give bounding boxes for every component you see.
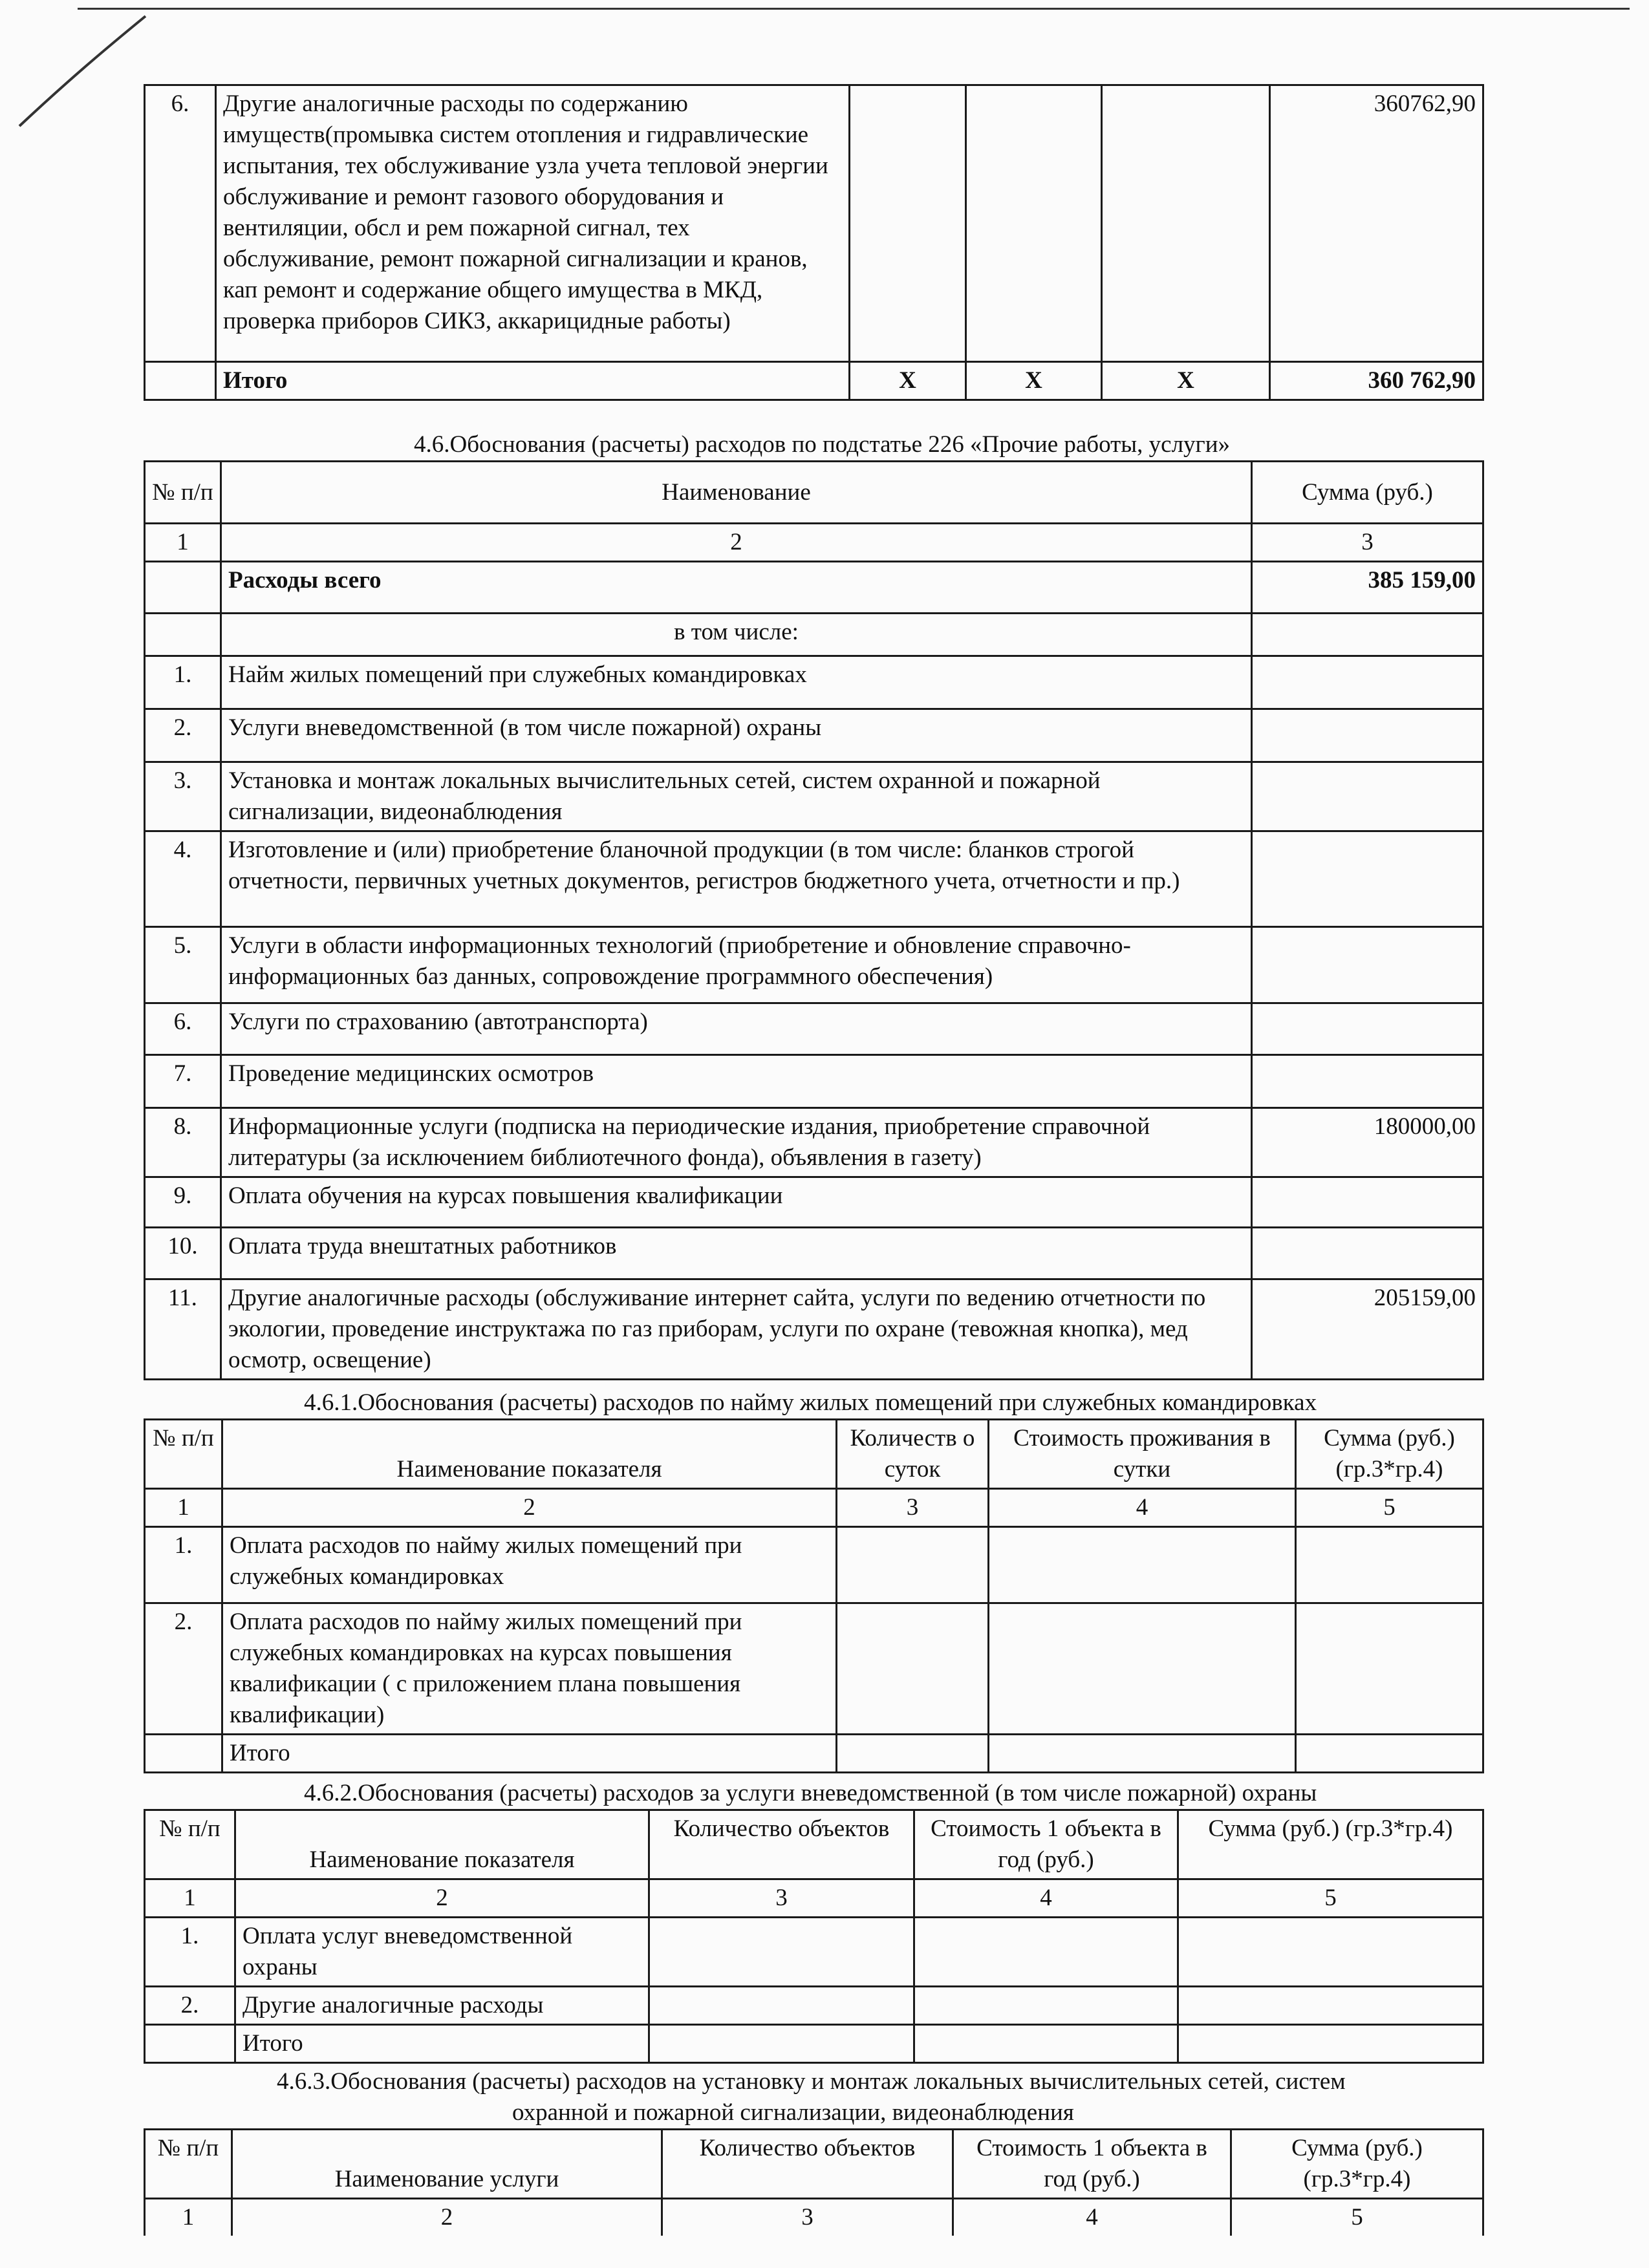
header-quantity: Количество объектов xyxy=(649,1810,914,1879)
total-row xyxy=(145,1735,1483,1773)
header-cost: Стоимость проживания в сутки xyxy=(989,1420,1296,1489)
section-title-4-6-1: 4.6.1.Обоснования (расчеты) расходов по найму жилых помещений при служебных командировках xyxy=(304,1389,1317,1416)
col-index: 4 xyxy=(989,1489,1296,1527)
pen-mark-icon xyxy=(13,6,155,136)
col-index: 3 xyxy=(649,1879,914,1918)
col-index: 2 xyxy=(221,524,1252,562)
col-index: 5 xyxy=(1178,1879,1483,1918)
col-index: 2 xyxy=(222,1489,837,1527)
header-name: Наименование показателя xyxy=(235,1810,649,1879)
col-index: 1 xyxy=(145,524,221,562)
row-name: Другие аналогичные расходы по содержанию имуществ(промывка систем отопления и гидравлические испытания, тех обслуживание узла учета тепловой энергии обслуживание и ремонт газового оборудования и вентиляции, обсл и рем пожарной сигнал, тех обслуживание, ремонт пожарной сигнализации и кранов, кап ремонт и содержание общего имущества в МКД, проверка приборов СИКЗ, аккарицидные работы) xyxy=(216,85,850,362)
table-row: 2. Оплата расходов по найму жилых помещений при служебных командировках на курсах повышения квалификации ( с приложением плана повышения квалификации) xyxy=(145,1603,1483,1735)
table-4-6-3 xyxy=(144,2128,1484,2236)
table-4-6-2 xyxy=(144,1809,1484,2064)
header-num: № п/п xyxy=(145,1810,235,1879)
page-top-rule xyxy=(78,8,1630,10)
col-index: 1 xyxy=(145,2199,232,2236)
header-sum: Сумма (руб.) xyxy=(1252,462,1483,524)
header-name: Наименование xyxy=(221,462,1252,524)
header-num: № п/п xyxy=(145,462,221,524)
header-quantity: Количеств о суток xyxy=(837,1420,989,1489)
total-label: Расходы всего xyxy=(221,562,1252,614)
col-index: 2 xyxy=(232,2199,662,2236)
total-label: Итого xyxy=(216,362,850,400)
col-index: 4 xyxy=(953,2199,1231,2236)
table-row: 2. Другие аналогичные расходы xyxy=(145,1987,1483,2025)
table-row: 6. Услуги по страхованию (автотранспорта) xyxy=(145,1003,1483,1055)
table-row: 4. Изготовление и (или) приобретение бланочной продукции (в том числе: бланков строгой отчетности, первичных учетных документов, регистров бюджетного учета, отчетности и пр.) xyxy=(145,831,1483,927)
section-title-4-6-3-cont: охранной и пожарной сигнализации, видеонаблюдения xyxy=(512,2099,1074,2126)
header-quantity: Количество объектов xyxy=(662,2130,953,2199)
row-number: 6. xyxy=(145,85,216,362)
header-name: Наименование услуги xyxy=(232,2130,662,2199)
col-index: 3 xyxy=(662,2199,953,2236)
table-4-6-1 xyxy=(144,1418,1484,1773)
total-x: Х xyxy=(850,362,966,400)
including-label: в том числе: xyxy=(221,614,1252,656)
header-sum: Сумма (руб.) (гр.3*гр.4) xyxy=(1296,1420,1483,1489)
header-sum: Сумма (руб.) (гр.3*гр.4) xyxy=(1178,1810,1483,1879)
col-index: 3 xyxy=(837,1489,989,1527)
total-row xyxy=(145,2025,1483,2063)
table-row xyxy=(145,85,1483,362)
col-index: 5 xyxy=(1231,2199,1483,2236)
total-x: Х xyxy=(1102,362,1270,400)
total-sum: 360 762,90 xyxy=(1270,362,1483,400)
table-row: 1. Оплата расходов по найму жилых помещений при служебных командировках xyxy=(145,1527,1483,1603)
header-cost: Стоимость 1 объекта в год (руб.) xyxy=(953,2130,1231,2199)
table-row: 7. Проведение медицинских осмотров xyxy=(145,1055,1483,1108)
header-cost: Стоимость 1 объекта в год (руб.) xyxy=(914,1810,1178,1879)
col-index: 1 xyxy=(145,1879,235,1918)
table-row: 3. Установка и монтаж локальных вычислительных сетей, систем охранной и пожарной сигнализации, видеонаблюдения xyxy=(145,762,1483,831)
table-row: 1. Найм жилых помещений при служебных командировках xyxy=(145,656,1483,709)
table-row: 1. Оплата услуг вневедомственной охраны xyxy=(145,1918,1483,1987)
table-continuation xyxy=(144,84,1484,401)
section-title-4-6: 4.6.Обоснования (расчеты) расходов по подстатье 226 «Прочие работы, услуги» xyxy=(414,431,1231,458)
header-num: № п/п xyxy=(145,1420,222,1489)
row-sum: 360762,90 xyxy=(1270,85,1483,362)
total-label: Итого xyxy=(222,1735,837,1773)
col-index: 2 xyxy=(235,1879,649,1918)
total-x: Х xyxy=(966,362,1102,400)
header-sum: Сумма (руб.) (гр.3*гр.4) xyxy=(1231,2130,1483,2199)
table-row: 10. Оплата труда внештатных работников xyxy=(145,1228,1483,1279)
table-row: 5. Услуги в области информационных технологий (приобретение и обновление справочно-информационных баз данных, сопровождение программного обеспечения) xyxy=(145,927,1483,1003)
table-4-6 xyxy=(144,460,1484,1380)
col-index: 4 xyxy=(914,1879,1178,1918)
col-index: 3 xyxy=(1252,524,1483,562)
total-sum: 385 159,00 xyxy=(1252,562,1483,614)
table-row: 8. Информационные услуги (подписка на периодические издания, приобретение справочной литературы (за исключением библиотечного фонда), объявления в газету) 180000,00 xyxy=(145,1108,1483,1177)
section-title-4-6-2: 4.6.2.Обоснования (расчеты) расходов за услуги вневедомственной (в том числе пожарной) охраны xyxy=(304,1780,1317,1806)
table-row: 11. Другие аналогичные расходы (обслуживание интернет сайта, услуги по ведению отчетности по экологии, проведение инструктажа по газ приборам, услуги по охране (тевожная кнопка), мед осмотр, освещение) 205159,00 xyxy=(145,1279,1483,1380)
total-row xyxy=(145,562,1483,614)
table-row: 2. Услуги вневедомственной (в том числе пожарной) охраны xyxy=(145,709,1483,762)
total-label: Итого xyxy=(235,2025,649,2063)
table-row: 9. Оплата обучения на курсах повышения квалификации xyxy=(145,1177,1483,1228)
header-name: Наименование показателя xyxy=(222,1420,837,1489)
header-num: № п/п xyxy=(145,2130,232,2199)
col-index: 5 xyxy=(1296,1489,1483,1527)
total-row xyxy=(145,362,1483,400)
col-index: 1 xyxy=(145,1489,222,1527)
section-title-4-6-3: 4.6.3.Обоснования (расчеты) расходов на установку и монтаж локальных вычислительных сетей, систем xyxy=(277,2068,1346,2095)
